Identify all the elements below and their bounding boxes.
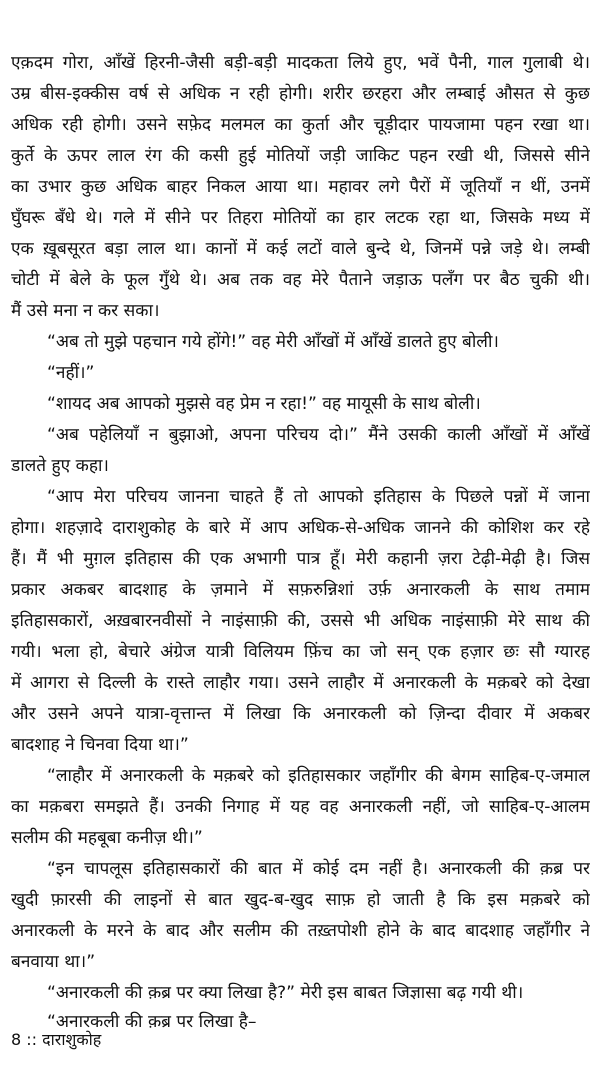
text-line: हैं। मैं भी मुग़ल इतिहास की एक अभागी पात्र हूँ। मेरी कहानी ज़रा टेढ़ी-मेढ़ी है। जिस (11, 549, 590, 569)
text-line: “अब तो मुझे पहचान गये होंगे!” वह मेरी आँखों में आँखें डालते हुए बोली। (47, 332, 499, 352)
text-line: में आगरा से दिल्ली के रास्ते लाहौर गया। उसने लाहौर में अनारकली के मक़बरे को देखा (11, 673, 590, 693)
text-line: डालते हुए कहा। (11, 456, 109, 476)
text-line: “इन चापलूस इतिहासकारों की बात में कोई दम नहीं है। अनारकली की क़ब्र पर (47, 859, 590, 879)
text-line: इतिहासकारों, अख़बारनवीसों ने नाइंसाफ़ी की, उससे भी अधिक नाइंसाफ़ी मेरे साथ की (11, 611, 590, 631)
text-line: बादशाह ने चिनवा दिया था।” (11, 735, 189, 755)
text-line: “अनारकली की क़ब्र पर क्या लिखा है?” मेरी इस बाबत जिज्ञासा बढ़ गयी थी। (47, 983, 524, 1003)
text-line: खुदी फ़ारसी की लाइनों से बात खुद-ब-खुद साफ़ हो जाती है कि इस मक़बरे को (11, 890, 590, 910)
text-line: “आप मेरा परिचय जानना चाहते हैं तो आपको इतिहास के पिछले पन्नों में जाना (47, 487, 590, 507)
text-line: चोटी में बेले के फूल गुँथे थे। अब तक वह मेरे पैताने जड़ाऊ पलँग पर बैठ चुकी थी। (11, 270, 590, 290)
text-line: सलीम की महबूबा कनीज़ थी।” (11, 828, 203, 848)
text-line: एक ख़ूबसूरत बड़ा लाल था। कानों में कई लटों वाले बुन्दे थे, जिनमें पन्ने जड़े थे। लम्बी (11, 239, 590, 259)
text-line: “नहीं।” (47, 363, 95, 383)
text-line: प्रकार अकबर बादशाह के ज़माने में सफ़रुन्निशां उर्फ़ अनारकली के साथ तमाम (11, 580, 590, 600)
page-footer: 8 :: दाराशुकोह (11, 1030, 102, 1049)
text-line: “लाहौर में अनारकली के मक़बरे को इतिहासकार जहाँगीर की बेगम साहिब-ए-जमाल (47, 766, 590, 786)
text-line: कुर्ते के ऊपर लाल रंग की कसी हुई मोतियों जड़ी जाकिट पहन रखी थी, जिससे सीने (11, 146, 590, 166)
text-line: “अब पहेलियाँ न बुझाओ, अपना परिचय दो।” मैंने उसकी काली आँखों में आँखें (47, 425, 590, 445)
text-line: “अनारकली की क़ब्र पर लिखा है– (47, 1012, 257, 1032)
text-line: होगा। शहज़ादे दाराशुकोह के बारे में आप अधिक-से-अधिक जानने की कोशिश कर रहे (11, 518, 590, 538)
text-line: का उभार कुछ अधिक बाहर निकल आया था। महावर लगे पैरों में जूतियाँ न थीं, उनमें (11, 177, 590, 197)
text-line: घुँघरू बँधे थे। गले में सीने पर तिहरा मोतियों का हार लटक रहा था, जिसके मध्य में (11, 208, 590, 228)
text-line: उम्र बीस-इक्कीस वर्ष से अधिक न रही होगी। शरीर छरहरा और लम्बाई औसत से कुछ (11, 84, 590, 104)
text-line: एक़दम गोरा, आँखें हिरनी-जैसी बड़ी-बड़ी मादकता लिये हुए, भवें पैनी, गाल गुलाबी थे। (11, 53, 590, 73)
text-line: का मक़बरा समझते हैं। उनकी निगाह में यह वह अनारकली नहीं, जो साहिब-ए-आलम (11, 797, 590, 817)
text-line: “शायद अब आपको मुझसे वह प्रेम न रहा!” वह मायूसी के साथ बोली। (47, 394, 481, 414)
text-line: अनारकली के मरने के बाद और सलीम की तख़्तपोशी होने के बाद बादशाह जहाँगीर ने (11, 921, 590, 941)
text-line: और उसने अपने यात्रा-वृत्तान्त में लिखा कि अनारकली को ज़िन्दा दीवार में अकबर (11, 704, 590, 724)
text-line: बनवाया था।” (11, 952, 96, 972)
text-line: अधिक रही होगी। उसने सफ़ेद मलमल का कुर्ता और चूड़ीदार पायजामा पहन रखा था। (11, 115, 590, 135)
text-line: गयी। भला हो, बेचारे अंग्रेज यात्री विलियम फ़िंच का जो सन् एक हज़ार छः सौ ग्यारह (11, 642, 590, 662)
text-line: मैं उसे मना न कर सका। (11, 301, 160, 321)
